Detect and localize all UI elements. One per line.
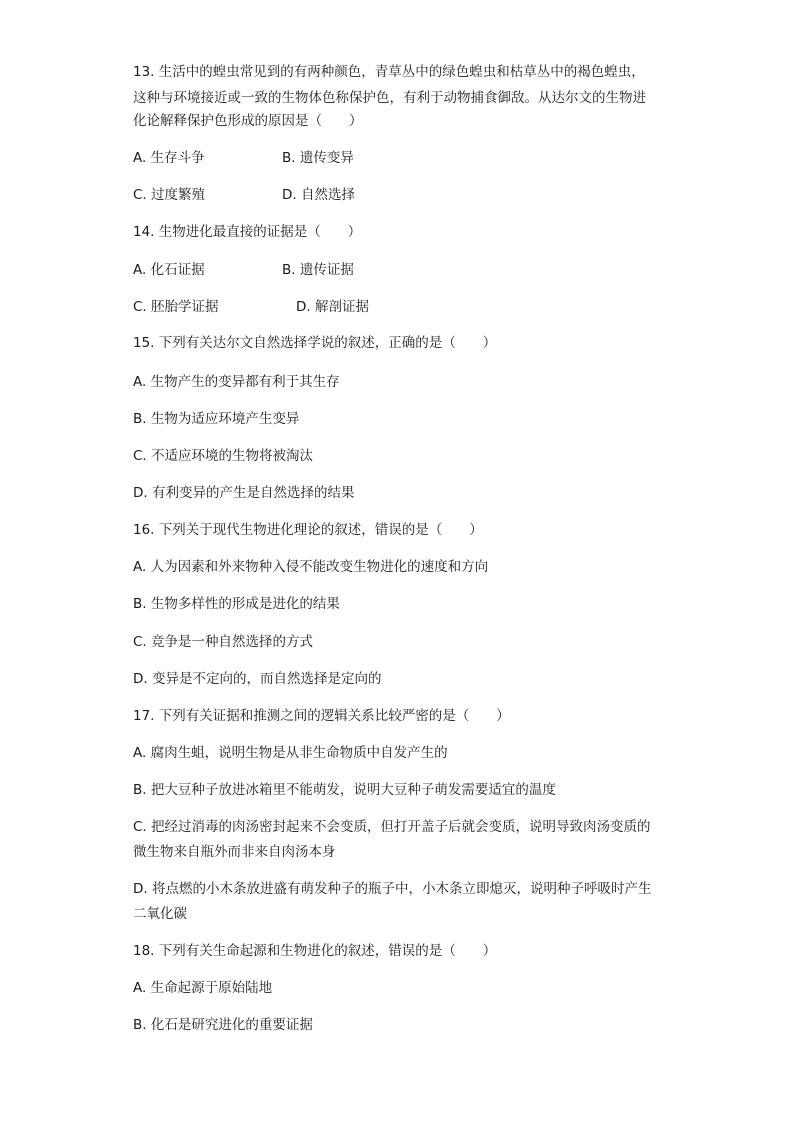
q15-option-d: D. 有利变异的产生是自然选择的结果 bbox=[133, 485, 355, 501]
q13-option-a: A. 生存斗争 bbox=[133, 150, 205, 166]
q13-stem-line-3: 化论解释保护色形成的原因是（ ） bbox=[133, 113, 363, 129]
q13-stem-line-2: 这种与环境接近或一致的生物体色称保护色，有利于动物捕食御敌。从达尔文的生物进 bbox=[133, 90, 646, 106]
q16-option-c: C. 竞争是一种自然选择的方式 bbox=[133, 634, 314, 650]
q14-stem: 14. 生物进化最直接的证据是（ ） bbox=[133, 224, 362, 240]
q15-option-a: A. 生物产生的变异都有利于其生存 bbox=[133, 374, 340, 390]
q14-option-d: D. 解剖证据 bbox=[296, 299, 369, 315]
q13-stem-line-1: 13. 生活中的蝗虫常见到的有两种颜色，青草丛中的绿色蝗虫和枯草丛中的褐色蝗虫， bbox=[133, 64, 645, 80]
q14-option-b: B. 遗传证据 bbox=[282, 262, 354, 278]
q16-option-a: A. 人为因素和外来物种入侵不能改变生物进化的速度和方向 bbox=[133, 559, 489, 575]
q15-option-b: B. 生物为适应环境产生变异 bbox=[133, 411, 300, 427]
q13-option-b: B. 遗传变异 bbox=[282, 150, 354, 166]
q18-option-a: A. 生命起源于原始陆地 bbox=[133, 980, 273, 996]
q15-option-c: C. 不适应环境的生物将被淘汰 bbox=[133, 448, 314, 464]
q13-option-row-cd bbox=[133, 185, 673, 205]
q13-option-d: D. 自然选择 bbox=[282, 187, 355, 203]
q16-option-d: D. 变异是不定向的，而自然选择是定向的 bbox=[133, 671, 382, 687]
q17-option-a: A. 腐肉生蛆，说明生物是从非生命物质中自发产生的 bbox=[133, 745, 448, 761]
q15-stem: 15. 下列有关达尔文自然选择学说的叙述，正确的是（ ） bbox=[133, 335, 497, 351]
q17-stem: 17. 下列有关证据和推测之间的逻辑关系比较严密的是（ ） bbox=[133, 708, 510, 724]
q17-option-b: B. 把大豆种子放进冰箱里不能萌发，说明大豆种子萌发需要适宜的温度 bbox=[133, 782, 556, 798]
q16-stem: 16. 下列关于现代生物进化理论的叙述，错误的是（ ） bbox=[133, 522, 483, 538]
q18-stem: 18. 下列有关生命起源和生物进化的叙述，错误的是（ ） bbox=[133, 943, 497, 959]
q14-option-c: C. 胚胎学证据 bbox=[133, 299, 219, 315]
q14-option-row-ab bbox=[133, 260, 673, 280]
q17-option-c-line-1: C. 把经过消毒的肉汤密封起来不会变质，但打开盖子后就会变质，说明导致肉汤变质的 bbox=[133, 819, 651, 835]
q17-option-c-line-2: 微生物来自瓶外而非来自肉汤本身 bbox=[133, 844, 336, 860]
q17-option-d-line-1: D. 将点燃的小木条放进盛有萌发种子的瓶子中，小木条立即熄灭，说明种子呼吸时产生 bbox=[133, 881, 652, 897]
q18-option-b: B. 化石是研究进化的重要证据 bbox=[133, 1017, 313, 1033]
q13-option-c: C. 过度繁殖 bbox=[133, 187, 206, 203]
q14-option-row-cd bbox=[133, 297, 673, 317]
q17-option-d-line-2: 二氧化碳 bbox=[133, 906, 187, 922]
q13-option-row-ab bbox=[133, 148, 673, 168]
q16-option-b: B. 生物多样性的形成是进化的结果 bbox=[133, 596, 340, 612]
q14-option-a: A. 化石证据 bbox=[133, 262, 205, 278]
